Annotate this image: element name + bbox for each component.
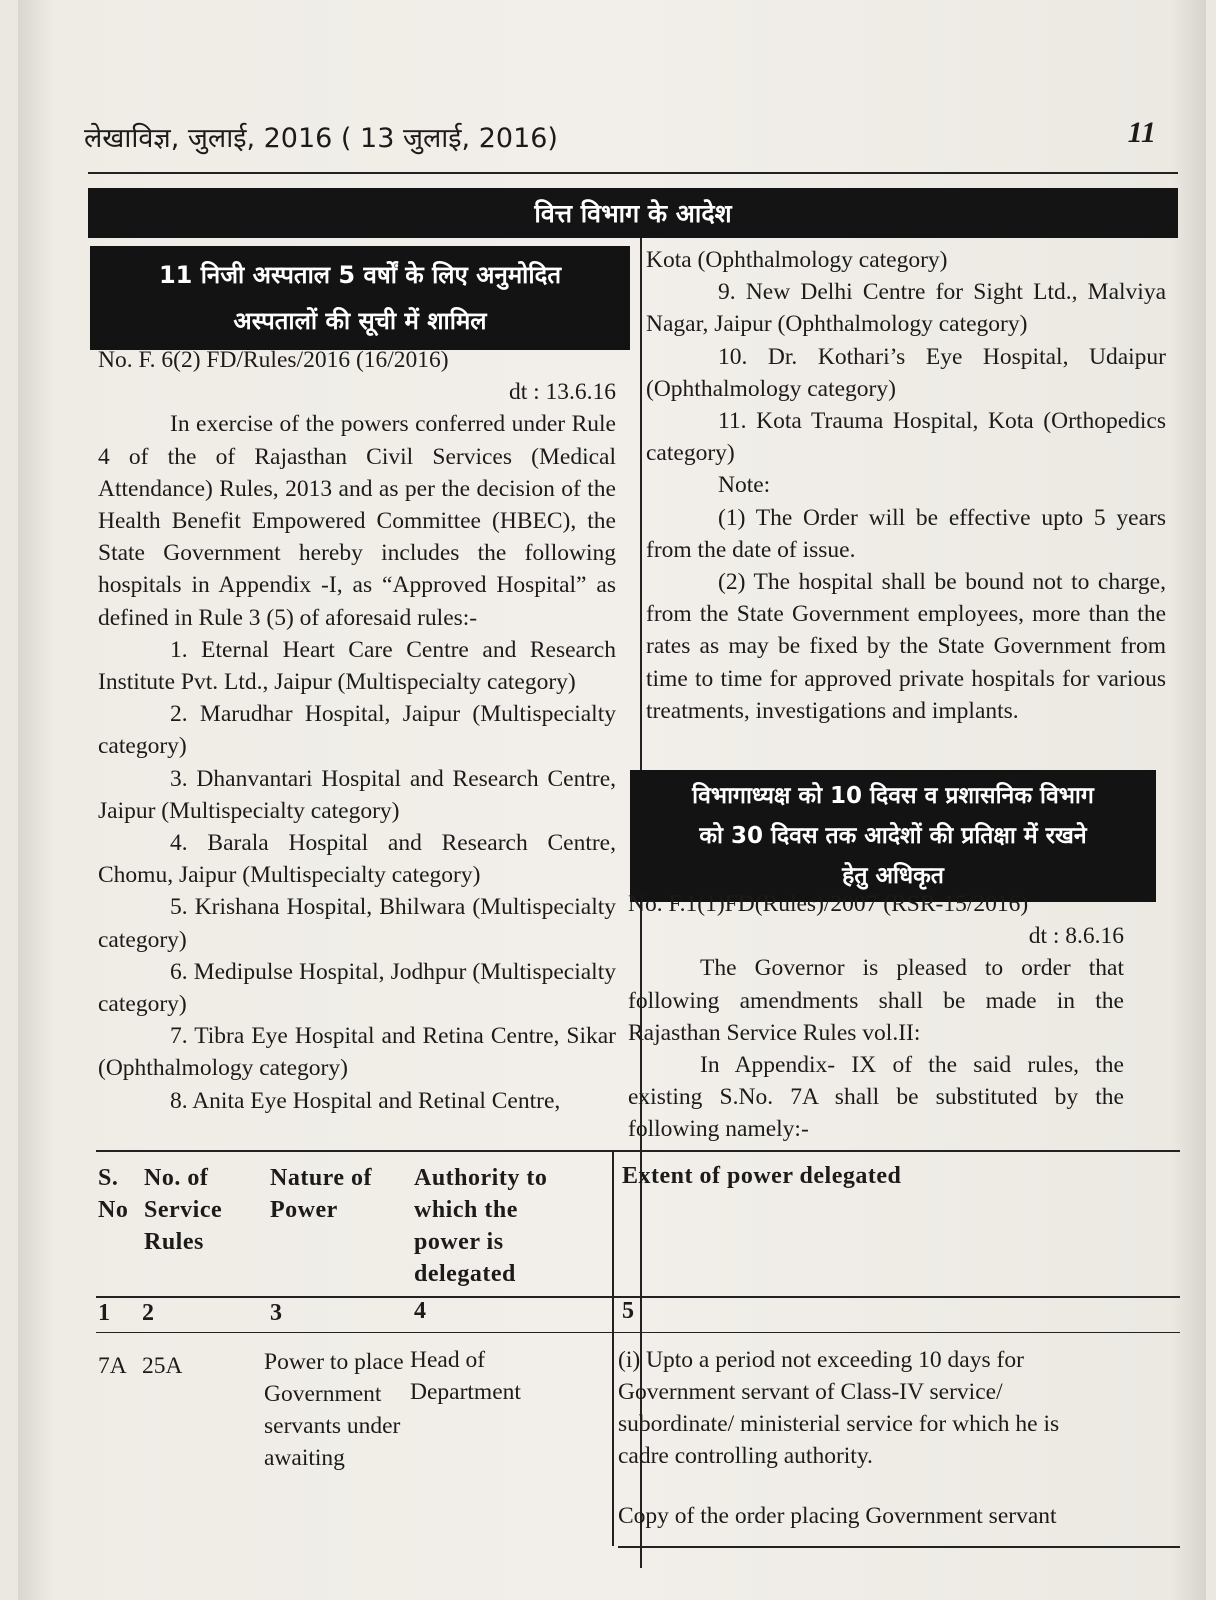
table-column-divider — [612, 1150, 614, 1546]
article1-intro: In exercise of the powers conferred under Rule 4 of the of Rajasthan Civil Services (Medical Attendance) Rules, 2013 and as per the decision of the Health Benefit Empowered Committee (HBEC), the State Government hereby includes the following hospitals in Appendix -I, as “Approved Hospital” as defined in Rule 3 (5) of aforesaid rules:- — [98, 411, 616, 631]
article2-para2: In Appendix- IX of the said rules, the existing S.No. 7A shall be substituted by the following namely:- — [628, 1052, 1124, 1143]
table-col-number: 2 — [142, 1300, 154, 1326]
article2-date: dt : 8.6.16 — [1028, 923, 1124, 950]
note-item: (2) The hospital shall be bound not to charge, from the State Government employees, more than the rates as may be fixed by the State Government from time to time for approved private hospitals for various treatments, investigations and implants. — [646, 569, 1166, 724]
article1-heading-line2: अस्पतालों की सूची में शामिल — [233, 307, 487, 335]
left-column — [98, 344, 616, 1117]
table-header-rule — [96, 1296, 1180, 1298]
right-column-upper — [646, 244, 1166, 727]
table-header-sno: S. No — [98, 1165, 129, 1223]
article1-heading-line1: 11 निजी अस्पताल 5 वर्षों के लिए अनुमोदित — [158, 261, 562, 289]
table-cell-nature: Power to place Government servants under awaiting — [264, 1349, 404, 1471]
table-cell-rule: 25A — [142, 1353, 183, 1379]
table-cell-sno: 7A — [98, 1353, 127, 1379]
hospital-item: 8. Anita Eye Hospital and Retinal Centre, — [170, 1087, 561, 1114]
article2-heading-line3: हेतु अधिकृत — [842, 863, 944, 889]
article1-order-no: No. F. 6(2) FD/Rules/2016 (16/2016) — [98, 347, 449, 373]
hospital-item: 3. Dhanvantari Hospital and Research Centre, Jaipur (Multispecialty category) — [98, 765, 616, 824]
article2-para1: The Governor is pleased to order that following amendments shall be made in the Rajasthan Service Rules vol.II: — [628, 955, 1124, 1046]
table-header-authority: Authority to which the power is delegated — [414, 1165, 548, 1287]
table-top-rule — [96, 1150, 1180, 1152]
table-bottom-rule — [618, 1546, 1180, 1548]
running-head: लेखाविज्ञ, जुलाई, 2016 ( 13 जुलाई, 2016) — [84, 123, 558, 154]
hospital-item: 2. Marudhar Hospital, Jaipur (Multispecialty category) — [98, 701, 616, 760]
article2-heading — [630, 770, 1156, 902]
header-rule — [88, 172, 1178, 174]
article1-date: dt : 13.6.16 — [508, 379, 616, 406]
article2-heading-line2: को 30 दिवस तक आदेशों की प्रतिक्षा में रखने — [699, 823, 1087, 849]
article2-heading-line1: विभागाध्यक्ष को 10 दिवस व प्रशासनिक विभाग — [692, 783, 1094, 809]
hospital-item: 1. Eternal Heart Care Centre and Research Institute Pvt. Ltd., Jaipur (Multispecialty category) — [98, 636, 616, 696]
table-cell-extent-2: Copy of the order placing Government servant — [618, 1503, 1057, 1529]
section-banner — [88, 188, 1178, 238]
table-header-extent: Extent of power delegated — [622, 1163, 902, 1189]
table-cell-extent-1: (i) Upto a period not exceeding 10 days for Government servant of Class-IV service/ subordinate/ ministerial service for which he is cadre controlling authority. — [618, 1347, 1060, 1469]
hospital-item: 10. Dr. Kothari’s Eye Hospital, Udaipur (Ophthalmology category) — [646, 343, 1166, 402]
newspaper-page — [18, 0, 1206, 1600]
hospital-item-continued: Kota (Ophthalmology category) — [646, 247, 948, 273]
table-header-service-rules: No. of Service Rules — [144, 1165, 223, 1255]
article2-order-no: No. F.1(1)FD(Rules)/2007 (RSR-15/2016) — [628, 891, 1029, 917]
table-number-rule — [96, 1332, 1180, 1333]
table-col-number: 5 — [622, 1298, 634, 1324]
hospital-item: 7. Tibra Eye Hospital and Retina Centre, Sikar (Ophthalmology category) — [98, 1023, 616, 1082]
hospital-item: 6. Medipulse Hospital, Jodhpur (Multispecialty category) — [98, 958, 616, 1018]
table-col-number: 3 — [270, 1300, 282, 1326]
page-number: 11 — [1127, 116, 1156, 149]
hospital-item: 9. New Delhi Centre for Sight Ltd., Malviya Nagar, Jaipur (Ophthalmology category) — [646, 279, 1166, 338]
table-header-nature: Nature of Power — [270, 1165, 373, 1223]
section-banner-title: वित्त विभाग के आदेश — [534, 199, 732, 228]
hospital-item: 11. Kota Trauma Hospital, Kota (Orthopedics category) — [646, 408, 1166, 467]
article1-heading — [90, 246, 630, 350]
table-cell-authority: Head of Department — [410, 1347, 521, 1405]
table-col-number: 1 — [98, 1300, 110, 1326]
table-col-number: 4 — [414, 1298, 426, 1324]
hospital-item: 4. Barala Hospital and Research Centre, Chomu, Jaipur (Multispecialty category) — [98, 830, 616, 889]
hospital-item: 5. Krishana Hospital, Bhilwara (Multispecialty category) — [98, 894, 616, 953]
note-item: (1) The Order will be effective upto 5 years from the date of issue. — [646, 504, 1166, 563]
note-label: Note: — [718, 472, 771, 499]
right-column-lower — [628, 888, 1124, 1146]
